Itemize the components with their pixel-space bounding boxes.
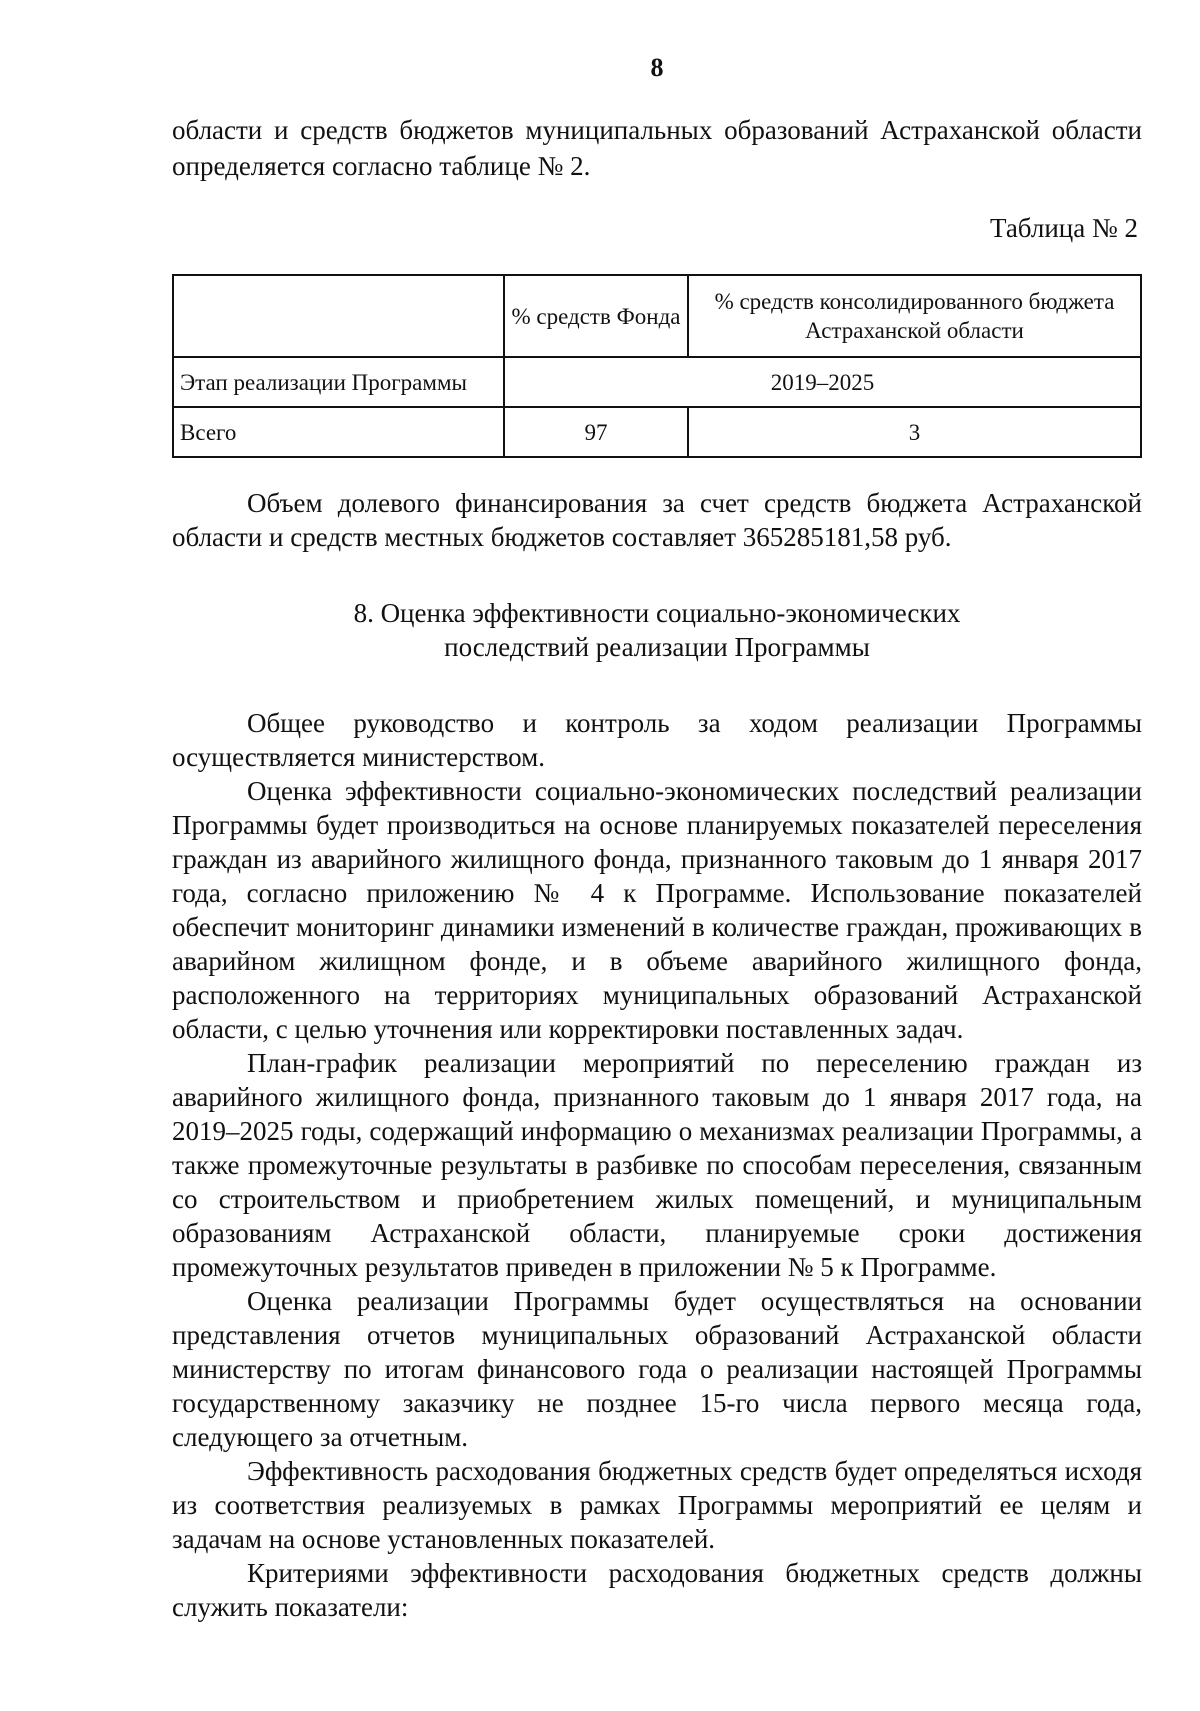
section-heading-line-1: 8. Оценка эффективности социально-экономических [353,598,961,628]
section-heading-line-2: последствий реализации Программы [444,632,870,662]
total-budget-cell: 3 [688,407,1141,457]
paragraph-criteria: Критериями эффективности расходования бюджетных средств должны служить показатели: [172,1558,1142,1622]
table-row-stage [173,357,1141,407]
table-caption: Таблица № 2 [990,213,1138,243]
table-row-total [173,407,1141,457]
paragraph-efficiency: Эффективность расходования бюджетных средств будет определяться исходя из соответствия реализуемых в рамках Программы мероприятий ее целям и задачам на основе установленных показателей. [172,1456,1142,1554]
section-heading [172,596,1142,664]
paragraph-schedule: План-график реализации мероприятий по переселению граждан из аварийного жилищного фонда, признанного таковым до 1 января 2017 года, на 2019–2025 годы, содержащий информацию о механизмах реализации Программы, а также промежуточные результаты в разбивке по способам переселения, связанным со строительством и приобретением жилых помещений, и муниципальным образованиям Астраханской области, планируемые сроки достижения промежуточных результатов приведен в приложении № 5 к Программе. [172,1048,1142,1282]
body-text [172,486,1142,1624]
paragraph-evaluation: Оценка эффективности социально-экономических последствий реализации Программы будет производиться на основе планируемых показателей переселения граждан из аварийного жилищного фонда, признанного таковым до 1 января 2017 года, согласно приложению № 4 к Программе. Использование показателей обеспечит мониторинг динамики изменений в количестве граждан, проживающих в аварийном жилищном фонде, и в объеме аварийного жилищного фонда, расположенного на территориях муниципальных образований Астраханской области, с целью уточнения или корректировки поставленных задач. [172,776,1142,1044]
page-number: 8 [650,53,664,82]
header-cell-empty [173,275,504,357]
paragraph-reporting: Оценка реализации Программы будет осуществляться на основании представления отчетов муниципальных образований Астраханской области министерству по итогам финансового года о реализации настоящей Программы государственному заказчику не позднее 15-го числа первого месяца года, следующего за отчетным. [172,1286,1142,1452]
total-label-cell: Всего [173,407,504,457]
header-cell-fund: % средств Фонда [504,275,688,357]
funding-table [172,274,1142,458]
table-header-row [173,275,1141,357]
total-fund-cell: 97 [504,407,688,457]
stage-value-cell: 2019–2025 [504,357,1141,407]
stage-label-cell: Этап реализации Программы [173,357,504,407]
financing-paragraph: Объем долевого финансирования за счет средств бюджета Астраханской области и средств местных бюджетов составляет 365285181,58 руб. [172,488,1142,552]
page-content [172,0,1142,1711]
intro-paragraph: области и средств бюджетов муниципальных образований Астраханской области определяется согласно таблице № 2. [172,115,1142,181]
paragraph-management: Общее руководство и контроль за ходом реализации Программы осуществляется министерством. [172,708,1142,772]
header-cell-budget: % средств консолидированного бюджета Астраханской области [688,275,1141,357]
